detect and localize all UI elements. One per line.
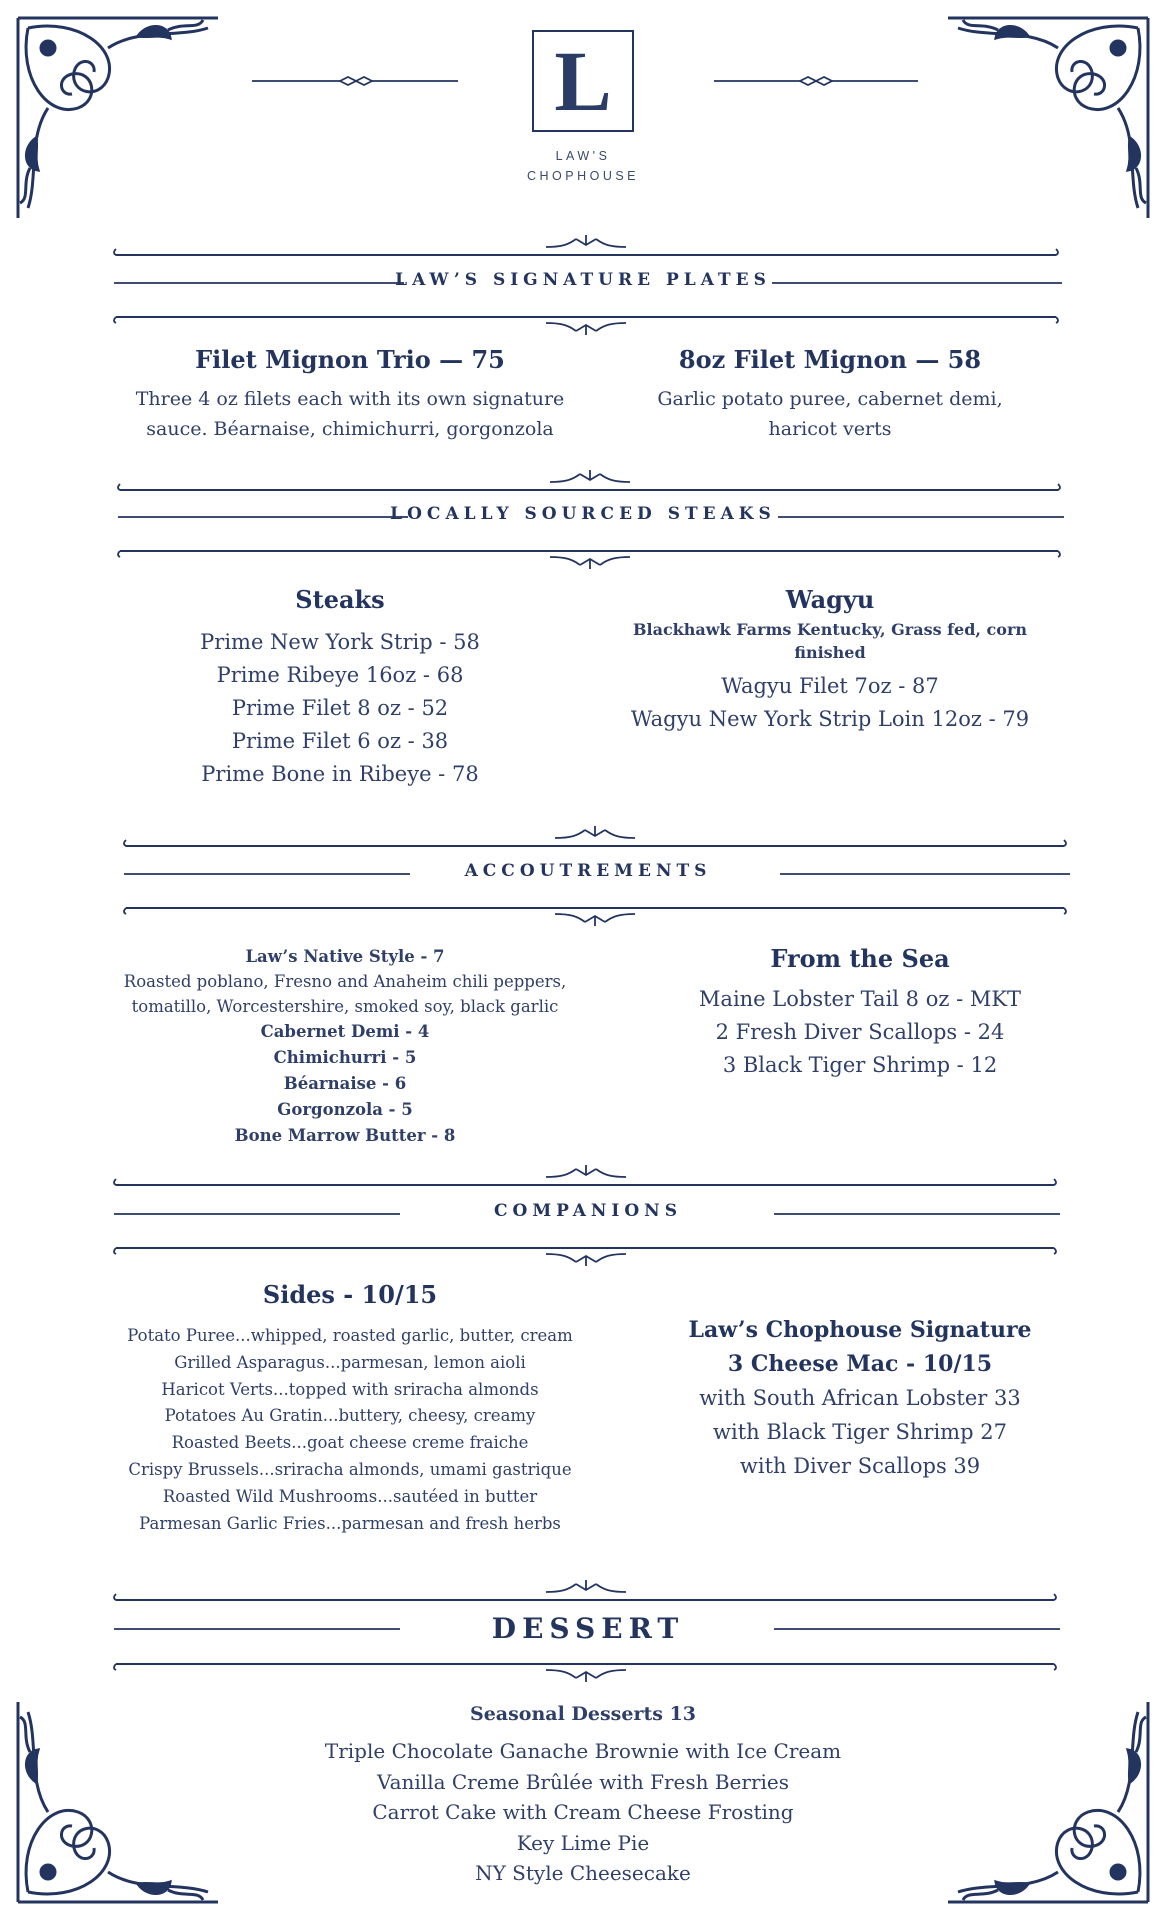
list-item: Prime New York Strip - 58: [200, 630, 480, 654]
sides-column: [90, 1280, 610, 1537]
native-style-name: Law’s Native Style - 7: [245, 947, 445, 966]
list-item: Chimichurri - 5: [273, 1048, 417, 1067]
wagyu-heading: Wagyu: [785, 585, 875, 614]
sub-line: finished: [794, 643, 866, 662]
mac-column: [640, 1313, 1080, 1483]
item-name: 8oz Filet Mignon — 58: [678, 345, 982, 374]
frame-line: [546, 235, 626, 247]
sea-heading: From the Sea: [770, 944, 950, 973]
desc-line: haricot verts: [768, 418, 892, 440]
list-item: with Diver Scallops 39: [739, 1454, 981, 1478]
mac-heading-line: Law’s Chophouse Signature: [688, 1317, 1032, 1343]
desc-line: Roasted poblano, Fresno and Anaheim chili peppers,: [123, 972, 567, 991]
desc-line: sauce. Béarnaise, chimichurri, gorgonzola: [146, 418, 554, 440]
section-title-steaks: LOCALLY SOURCED STEAKS: [390, 504, 776, 524]
corner-ornament-bottom-left-icon: [8, 1702, 218, 1912]
list-item: Maine Lobster Tail 8 oz - MKT: [698, 987, 1022, 1011]
list-item: Triple Chocolate Ganache Brownie with Ice Cream: [324, 1739, 842, 1763]
list-item: Prime Filet 6 oz - 38: [231, 729, 449, 753]
corner-ornament-bottom-right-icon: [948, 1702, 1158, 1912]
desc-line: tomatillo, Worcestershire, smoked soy, black garlic: [131, 997, 559, 1016]
frame-line: [546, 1580, 626, 1592]
frame-line: [546, 1254, 626, 1266]
dessert-column: [240, 1700, 926, 1889]
wagyu-column: [610, 585, 1050, 736]
steaks-list: [140, 626, 540, 791]
section-title-signature: LAW’S SIGNATURE PLATES: [395, 270, 771, 290]
list-item: Wagyu Filet 7oz - 87: [721, 674, 939, 698]
desc-line: Garlic potato puree, cabernet demi,: [657, 388, 1003, 410]
dessert-heading: Seasonal Desserts 13: [469, 1703, 697, 1725]
frame-line: [555, 914, 635, 926]
frame-line: [546, 1165, 626, 1177]
list-item: Parmesan Garlic Fries...parmesan and fresh herbs: [139, 1513, 561, 1533]
corner-ornament-top-left-icon: [8, 8, 218, 218]
frame-line: [550, 470, 630, 482]
logo: [532, 30, 634, 132]
list-item: Key Lime Pie: [516, 1830, 650, 1855]
sides-list: [90, 1323, 610, 1537]
list-item: NY Style Cheesecake: [475, 1861, 691, 1885]
list-item: Grilled Asparagus...parmesan, lemon aioli: [174, 1352, 526, 1372]
item-description: [110, 384, 590, 444]
section-title-dessert: DESSERT: [491, 1612, 685, 1645]
wagyu-subtitle: [610, 618, 1050, 664]
list-item: Béarnaise - 6: [283, 1074, 407, 1093]
list-item: Potatoes Au Gratin...buttery, cheesy, creamy: [164, 1406, 536, 1426]
desc-line: Three 4 oz filets each with its own signature: [135, 388, 565, 410]
brand-name-line2: CHOPHOUSE: [526, 169, 640, 183]
list-item: Bone Marrow Butter - 8: [234, 1126, 456, 1145]
section-title-companions: COMPANIONS: [493, 1201, 682, 1221]
list-item: Prime Ribeye 16oz - 68: [216, 663, 464, 687]
sea-list: [630, 983, 1090, 1082]
steaks-heading: Steaks: [295, 585, 385, 614]
list-item: Vanilla Creme Brûlée with Fresh Berries: [376, 1769, 790, 1794]
list-item: Roasted Wild Mushrooms...sautéed in butter: [162, 1486, 538, 1506]
list-item: Prime Filet 8 oz - 52: [231, 696, 449, 720]
steaks-column: [140, 585, 540, 791]
corner-ornament-top-right-icon: [948, 8, 1158, 218]
frame-line: [550, 557, 630, 569]
signature-item-trio: [110, 345, 590, 444]
signature-item-filet: [610, 345, 1050, 444]
frame-line: [555, 826, 635, 838]
sauces-column: [90, 945, 600, 1149]
frame-line: [546, 323, 626, 335]
sea-column: [630, 944, 1090, 1082]
item-description: [610, 384, 1050, 444]
sides-heading: Sides - 10/15: [262, 1280, 438, 1309]
logo-letter: L: [554, 33, 612, 129]
mac-list: [640, 1381, 1080, 1483]
list-item: Crispy Brussels...sriracha almonds, umami gastrique: [128, 1459, 572, 1479]
list-item: 2 Fresh Diver Scallops - 24: [715, 1020, 1005, 1044]
frame-line: [546, 1670, 626, 1682]
mac-heading-line: 3 Cheese Mac - 10/15: [727, 1351, 993, 1377]
dessert-list: [240, 1736, 926, 1889]
wagyu-list: [610, 670, 1050, 736]
list-item: Wagyu New York Strip Loin 12oz - 79: [630, 707, 1030, 731]
list-item: 3 Black Tiger Shrimp - 12: [722, 1053, 998, 1077]
list-item: Cabernet Demi - 4: [260, 1022, 430, 1041]
sub-line: Blackhawk Farms Kentucky, Grass fed, corn: [632, 620, 1028, 639]
brand-name: [483, 146, 683, 186]
list-item: Potato Puree...whipped, roasted garlic, butter, cream: [127, 1326, 573, 1345]
list-item: Prime Bone in Ribeye - 78: [201, 762, 479, 786]
list-item: Roasted Beets...goat cheese creme fraiche: [171, 1433, 529, 1453]
list-item: with South African Lobster 33: [699, 1386, 1021, 1410]
native-style-description: [90, 969, 600, 1019]
list-item: Carrot Cake with Cream Cheese Frosting: [372, 1800, 794, 1824]
list-item: with Black Tiger Shrimp 27: [713, 1420, 1007, 1444]
list-item: Gorgonzola - 5: [277, 1100, 413, 1119]
section-title-accoutrements: ACCOUTREMENTS: [464, 861, 712, 881]
item-name: Filet Mignon Trio — 75: [195, 345, 505, 374]
brand-name-line1: LAW'S: [555, 149, 611, 163]
list-item: Haricot Verts...topped with sriracha almonds: [161, 1379, 539, 1399]
mac-heading: [640, 1313, 1080, 1381]
sauces-list: [90, 1019, 600, 1149]
